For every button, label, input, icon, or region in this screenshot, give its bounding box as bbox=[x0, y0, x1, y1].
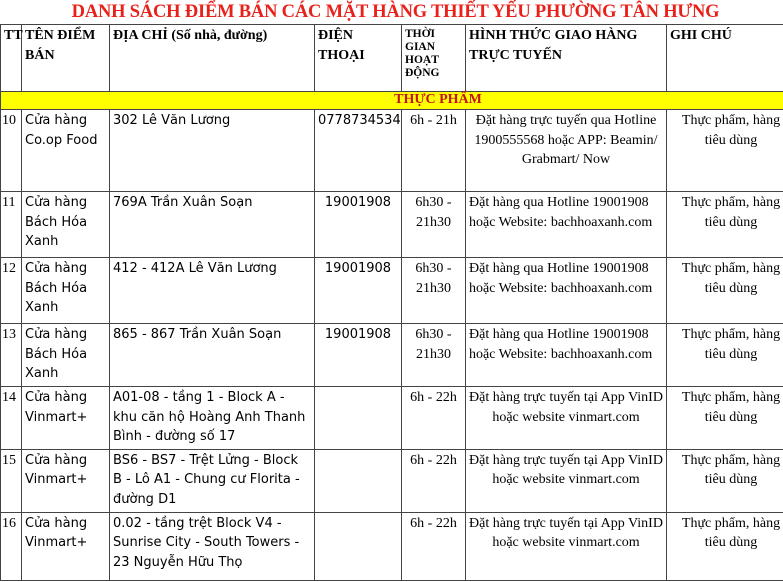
cell-store-name: Cửa hàng Bách Hóa Xanh bbox=[22, 324, 110, 387]
cell-order-method: Đặt hàng trực tuyến tại App VinID hoặc website vinmart.com bbox=[466, 387, 667, 450]
cell-phone: 0778734534 bbox=[315, 110, 402, 192]
cell-store-name: Cửa hàng Vinmart+ bbox=[22, 387, 110, 450]
table-row bbox=[1, 192, 783, 258]
cell-stt: 16 bbox=[1, 512, 22, 580]
section-row bbox=[1, 92, 783, 110]
cell-address: 302 Lê Văn Lương bbox=[110, 110, 315, 192]
table-row bbox=[1, 512, 783, 580]
cell-hours: 6h - 22h bbox=[402, 512, 466, 580]
cell-note: Thực phẩm, hàng tiêu dùng bbox=[667, 110, 783, 192]
cell-hours: 6h - 22h bbox=[402, 449, 466, 512]
cell-address: 412 - 412A Lê Văn Lương bbox=[110, 258, 315, 324]
header-address: ĐỊA CHỈ (Số nhà, đường) bbox=[110, 25, 315, 92]
cell-note: Thực phẩm, hàng tiêu dùng bbox=[667, 512, 783, 580]
cell-store-name: Cửa hàng Vinmart+ bbox=[22, 512, 110, 580]
cell-phone bbox=[315, 512, 402, 580]
cell-note: Thực phẩm, hàng tiêu dùng bbox=[667, 449, 783, 512]
cell-address: A01-08 - tầng 1 - Block A - khu căn hộ Hoàng Anh Thanh Bình - đường số 17 bbox=[110, 387, 315, 450]
header-name: TÊN ĐIỂM BÁN bbox=[22, 25, 110, 92]
cell-address: 0.02 - tầng trệt Block V4 - Sunrise City - South Towers - 23 Nguyễn Hữu Thọ bbox=[110, 512, 315, 580]
cell-address: 865 - 867 Trần Xuân Soạn bbox=[110, 324, 315, 387]
cell-address: 769A Trần Xuân Soạn bbox=[110, 192, 315, 258]
document-title: DANH SÁCH ĐIỂM BÁN CÁC MẶT HÀNG THIẾT YẾU PHƯỜNG TÂN HƯNG bbox=[71, 2, 720, 22]
cell-hours: 6h - 22h bbox=[402, 387, 466, 450]
cell-order-method: Đặt hàng qua Hotline 19001908 hoặc Website: bachhoaxanh.com bbox=[466, 258, 667, 324]
header-note: GHI CHÚ bbox=[667, 25, 783, 92]
table-row bbox=[1, 258, 783, 324]
cell-phone bbox=[315, 449, 402, 512]
cell-store-name: Cửa hàng Bách Hóa Xanh bbox=[22, 192, 110, 258]
table-row bbox=[1, 324, 783, 387]
section-label: THỰC PHẨM bbox=[394, 92, 482, 107]
cell-order-method: Đặt hàng qua Hotline 19001908 hoặc Website: bachhoaxanh.com bbox=[466, 324, 667, 387]
cell-hours: 6h30 - 21h30 bbox=[402, 258, 466, 324]
cell-store-name: Cửa hàng Vinmart+ bbox=[22, 449, 110, 512]
cell-order-method: Đặt hàng trực tuyến tại App VinID hoặc website vinmart.com bbox=[466, 449, 667, 512]
cell-stt: 10 bbox=[1, 110, 22, 192]
cell-store-name: Cửa hàng Co.op Food bbox=[22, 110, 110, 192]
table-row bbox=[1, 387, 783, 450]
cell-phone: 19001908 bbox=[315, 258, 402, 324]
cell-hours: 6h30 - 21h30 bbox=[402, 192, 466, 258]
header-hours: THỜI GIAN HOẠT ĐỘNG bbox=[402, 25, 466, 92]
header-stt: TT bbox=[1, 25, 22, 92]
cell-note: Thực phẩm, hàng tiêu dùng bbox=[667, 324, 783, 387]
cell-store-name: Cửa hàng Bách Hóa Xanh bbox=[22, 258, 110, 324]
cell-phone: 19001908 bbox=[315, 324, 402, 387]
cell-note: Thực phẩm, hàng tiêu dùng bbox=[667, 258, 783, 324]
cell-stt: 13 bbox=[1, 324, 22, 387]
cell-note: Thực phẩm, hàng tiêu dùng bbox=[667, 387, 783, 450]
store-table bbox=[0, 24, 783, 581]
cell-stt: 11 bbox=[1, 192, 22, 258]
cell-hours: 6h30 - 21h30 bbox=[402, 324, 466, 387]
table-header-row bbox=[1, 25, 783, 92]
cell-phone: 19001908 bbox=[315, 192, 402, 258]
cell-phone bbox=[315, 387, 402, 450]
table-row bbox=[1, 449, 783, 512]
cell-order-method: Đặt hàng trực tuyến tại App VinID hoặc website vinmart.com bbox=[466, 512, 667, 580]
cell-hours: 6h - 21h bbox=[402, 110, 466, 192]
cell-stt: 15 bbox=[1, 449, 22, 512]
table-row bbox=[1, 110, 783, 192]
cell-stt: 14 bbox=[1, 387, 22, 450]
cell-address: BS6 - BS7 - Trệt Lửng - Block B - Lô A1 - Chung cư Florita - đường D1 bbox=[110, 449, 315, 512]
cell-order-method: Đặt hàng qua Hotline 19001908 hoặc Website: bachhoaxanh.com bbox=[466, 192, 667, 258]
cell-note: Thực phẩm, hàng tiêu dùng bbox=[667, 192, 783, 258]
cell-order-method: Đặt hàng trực tuyến qua Hotline 1900555568 hoặc APP: Beamin/ Grabmart/ Now bbox=[466, 110, 667, 192]
header-phone: ĐIỆN THOẠI bbox=[315, 25, 402, 92]
header-order: HÌNH THỨC GIAO HÀNG TRỰC TUYẾN bbox=[466, 25, 667, 92]
cell-stt: 12 bbox=[1, 258, 22, 324]
